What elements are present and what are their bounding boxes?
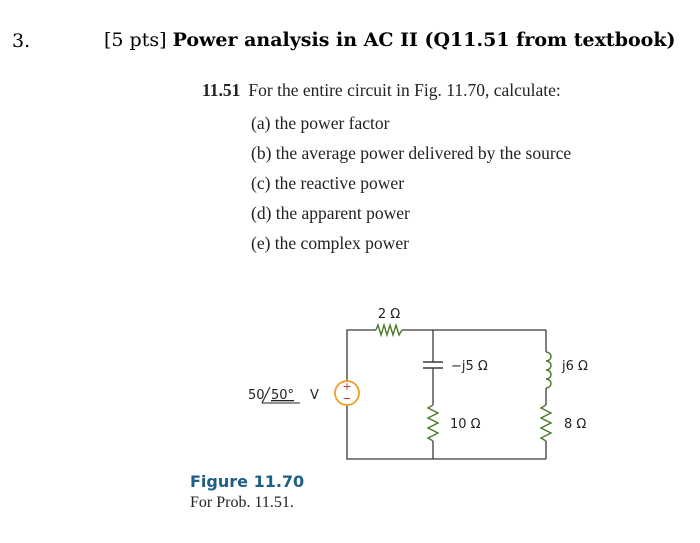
source-unit: V <box>310 388 319 403</box>
source-plus-sign: + <box>342 380 352 393</box>
figure-title: Figure 11.70 <box>190 472 305 491</box>
source-minus-sign: − <box>342 392 352 405</box>
question-title-text: Power analysis in AC II (Q11.51 from textbook) <box>172 29 676 51</box>
wire-bottom <box>347 405 546 459</box>
source-label <box>248 388 319 403</box>
problem-number: 11.51 <box>202 80 241 100</box>
middle-resistor <box>428 405 438 441</box>
problem-part-b: (b) the average power delivered by the source <box>251 143 572 163</box>
wire-left-top <box>347 330 376 381</box>
right-inductor <box>546 352 551 388</box>
right-resistor <box>541 405 551 441</box>
series-resistor <box>376 325 402 335</box>
source-magnitude: 50 <box>248 388 265 403</box>
problem-part-a: (a) the power factor <box>251 113 390 133</box>
right-resistor-label: 8 Ω <box>564 417 587 432</box>
figure-caption: For Prob. 11.51. <box>190 494 294 511</box>
middle-capacitor <box>423 362 443 368</box>
problem-part-d: (d) the apparent power <box>251 203 410 223</box>
problem-part-e: (e) the complex power <box>251 233 409 253</box>
capacitor-label: −j5 Ω <box>451 359 488 374</box>
question-number: 3. <box>12 30 31 52</box>
voltage-source <box>335 380 359 405</box>
question-points: [5 pts] <box>104 29 167 51</box>
wires <box>347 330 546 459</box>
inductor-label: j6 Ω <box>562 359 588 374</box>
problem-part-c: (c) the reactive power <box>251 173 405 193</box>
series-resistor-label: 2 Ω <box>377 307 401 322</box>
source-angle: 50° <box>271 388 295 403</box>
middle-resistor-label: 10 Ω <box>450 417 481 432</box>
problem-prompt: For the entire circuit in Fig. 11.70, calculate: <box>248 80 561 100</box>
